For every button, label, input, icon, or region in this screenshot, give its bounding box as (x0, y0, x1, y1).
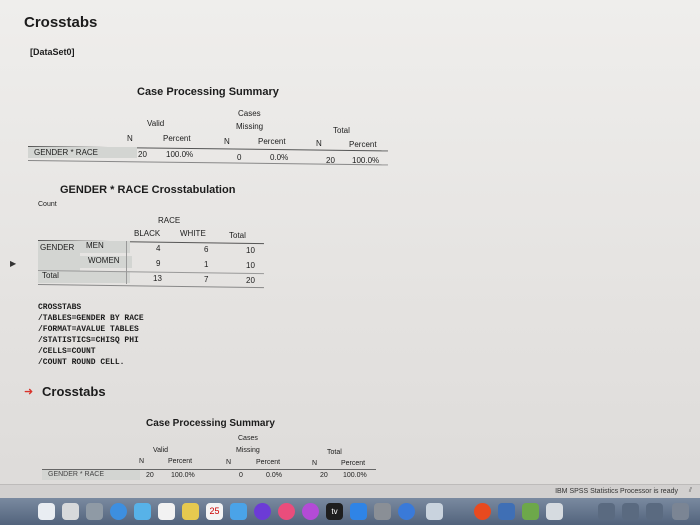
total-percent-value: 100.0% (352, 156, 380, 165)
missing-header: Missing (236, 122, 264, 131)
system-preferences-icon[interactable] (374, 503, 391, 520)
women-black-value: 9 (156, 259, 161, 268)
men-row-header: MEN (78, 241, 130, 253)
crosstab-divider (126, 241, 127, 284)
valid-percent-value: 100.0% (171, 472, 195, 479)
notes-icon[interactable] (182, 503, 199, 520)
total-n-header: N (312, 460, 318, 467)
app-icon-6[interactable] (546, 503, 563, 520)
syntax-line: /FORMAT=AVALUE TABLES (38, 325, 139, 334)
cursor-marker-icon: ▶ (10, 259, 17, 268)
resize-grip-icon[interactable]: ⫽ (688, 487, 692, 494)
section-title-crosstabs[interactable]: Crosstabs (42, 384, 106, 399)
current-output-arrow-icon: ➜ (24, 386, 34, 398)
finder-icon[interactable] (38, 503, 55, 520)
music-icon[interactable] (278, 503, 295, 520)
count-label: Count (38, 201, 57, 208)
total-header: Total (327, 449, 342, 456)
valid-percent-header: Percent (168, 458, 193, 465)
valid-header: Valid (147, 119, 165, 128)
row-label-gender-race: GENDER * RACE (28, 147, 137, 158)
women-white-value: 1 (204, 260, 209, 269)
missing-percent-value: 0.0% (266, 472, 282, 479)
total-percent-header: Percent (341, 460, 366, 467)
output-title: Crosstabs (24, 14, 98, 31)
missing-percent-header: Percent (256, 459, 281, 466)
missing-percent-value: 0.0% (270, 153, 289, 162)
dataset-label: [DataSet0] (30, 47, 75, 57)
app-icon-5[interactable] (522, 503, 539, 520)
cases-header: Cases (238, 109, 261, 118)
window-icon-2[interactable] (646, 503, 663, 520)
gender-row-header: GENDER (38, 241, 80, 274)
missing-n-header: N (226, 459, 232, 466)
black-header: BLACK (134, 229, 161, 238)
men-white-value: 6 (204, 245, 209, 254)
total-n-value: 20 (320, 472, 328, 479)
syntax-line: /CELLS=COUNT (38, 347, 96, 356)
total-percent-header: Percent (349, 140, 377, 149)
syntax-line: /STATISTICS=CHISQ PHI (38, 336, 139, 345)
total-row-header: Total (38, 271, 130, 283)
valid-n-value: 20 (138, 150, 147, 159)
valid-n-header: N (139, 458, 145, 465)
total-percent-value: 100.0% (343, 472, 367, 479)
total-header: Total (333, 126, 350, 135)
total-white-value: 7 (204, 275, 209, 284)
table-title: Case Processing Summary (137, 86, 279, 98)
men-total-value: 10 (246, 246, 255, 255)
crosstab-bottom-line (38, 284, 264, 288)
total-total-value: 20 (246, 276, 255, 285)
syntax-line: /COUNT ROUND CELL. (38, 358, 125, 367)
crosstab-title: GENDER * RACE Crosstabulation (60, 184, 236, 196)
row-label-gender-race: GENDER * RACE (42, 470, 140, 480)
app-icon-4[interactable] (498, 503, 515, 520)
app-store-icon[interactable] (350, 503, 367, 520)
women-row-header: WOMEN (78, 256, 132, 268)
table-title: Case Processing Summary (146, 418, 275, 429)
dock (0, 498, 700, 525)
missing-percent-header: Percent (258, 137, 286, 146)
app-icon-2[interactable] (426, 503, 443, 520)
app-icon[interactable] (86, 503, 103, 520)
missing-n-value: 0 (239, 472, 243, 479)
missing-n-header: N (224, 137, 230, 146)
status-bar (0, 484, 700, 499)
tv-icon[interactable]: tv (326, 503, 343, 520)
calendar-date-icon[interactable]: 25 (206, 503, 223, 520)
syntax-line: /TABLES=GENDER BY RACE (38, 314, 144, 323)
valid-n-value: 20 (146, 472, 154, 479)
white-header: WHITE (180, 229, 206, 238)
women-total-value: 10 (246, 261, 255, 270)
syntax-log (38, 302, 144, 368)
status-text: IBM SPSS Statistics Processor is ready (555, 488, 678, 495)
calendar-icon[interactable] (158, 503, 175, 520)
app-icon-3[interactable] (474, 503, 491, 520)
total-black-value: 13 (153, 274, 162, 283)
chart-app-icon[interactable] (230, 503, 247, 520)
browser-icon[interactable] (398, 503, 415, 520)
total-col-header: Total (229, 231, 246, 240)
folder-icon[interactable] (598, 503, 615, 520)
men-black-value: 4 (156, 244, 161, 253)
valid-header: Valid (153, 447, 169, 454)
safari-icon[interactable] (110, 503, 127, 520)
syntax-line: CROSSTABS (38, 303, 82, 312)
missing-n-value: 0 (237, 153, 242, 162)
missing-header: Missing (236, 447, 260, 454)
cases-header: Cases (238, 435, 258, 442)
window-icon[interactable] (622, 503, 639, 520)
race-header: RACE (158, 216, 181, 225)
photos-icon[interactable] (254, 503, 271, 520)
total-n-header: N (316, 139, 322, 148)
total-n-value: 20 (326, 156, 335, 165)
podcasts-icon[interactable] (302, 503, 319, 520)
mail-icon[interactable] (134, 503, 151, 520)
valid-percent-value: 100.0% (166, 150, 194, 159)
valid-percent-header: Percent (163, 134, 191, 143)
trash-icon[interactable] (672, 503, 689, 520)
valid-n-header: N (127, 134, 133, 143)
launchpad-icon[interactable] (62, 503, 79, 520)
